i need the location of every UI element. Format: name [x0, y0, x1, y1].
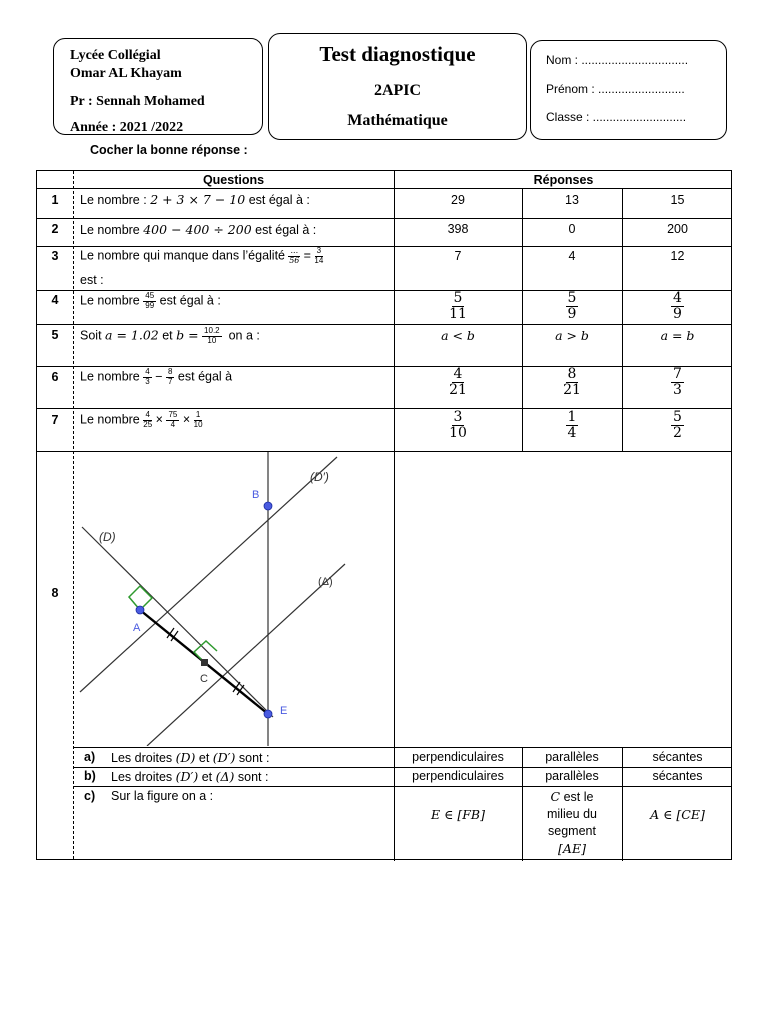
question-number: 7	[51, 413, 59, 427]
question-number: 5	[51, 328, 59, 342]
point-E	[264, 710, 272, 718]
answer-a[interactable]: 398	[447, 222, 469, 236]
answer-a[interactable]: $\frac{5}{11}$	[449, 290, 467, 323]
sub-letter: a)	[84, 750, 96, 764]
label-D: (D)	[99, 530, 116, 544]
answer-c[interactable]: sécantes	[652, 769, 703, 783]
label-D-prime: (D′)	[310, 470, 329, 484]
answer-a[interactable]: $\frac{3}{10}$	[449, 409, 467, 442]
answer-b[interactable]: 4	[568, 249, 576, 263]
answer-c[interactable]: $\frac{5}{2}$	[673, 409, 682, 442]
answer-b[interactable]: $\frac{8}{21}$	[563, 366, 581, 399]
question-text: Le nombre $\frac{4}{25}$ × $\frac{75}{4}$ × $\frac{1}{10}$	[80, 410, 203, 429]
school-info-box	[53, 38, 263, 135]
number-column-separator	[73, 171, 74, 859]
answer-c[interactable]: a = b	[660, 328, 695, 343]
answer-a[interactable]: $\frac{4}{21}$	[449, 366, 467, 399]
question-text-tail: est :	[80, 273, 104, 287]
label-E: E	[280, 705, 288, 717]
answer-b[interactable]: a > b	[555, 328, 589, 343]
question-number: 4	[51, 293, 59, 307]
label-A: A	[133, 622, 141, 634]
point-A	[136, 606, 144, 614]
geometry-figure	[77, 452, 387, 746]
line-delta	[147, 564, 345, 746]
answer-c[interactable]: $\frac{7}{3}$	[673, 366, 682, 399]
sub-letter: b)	[84, 769, 96, 783]
class-level: 2APIC	[373, 82, 422, 99]
line-D	[82, 527, 273, 717]
answer-b[interactable]: parallèles	[545, 769, 599, 783]
point-C	[201, 659, 208, 666]
question-text: Soit a = 1.02 et b = $\frac{10.2}{10}$ on a :	[80, 326, 260, 345]
answer-c[interactable]: 200	[667, 222, 688, 236]
classe-field[interactable]: Classe : ............................	[546, 110, 687, 124]
subject: Mathématique	[347, 112, 448, 129]
header-reponses: Réponses	[533, 173, 594, 187]
school-name-line1: Lycée Collégial	[70, 48, 161, 63]
answer-b[interactable]: 0	[568, 222, 576, 236]
school-name-line2: Omar AL Khayam	[70, 66, 182, 81]
title-box	[268, 33, 527, 140]
answer-a[interactable]: perpendiculaires	[412, 750, 504, 764]
answer-b[interactable]: parallèles	[545, 750, 599, 764]
question-number: 8	[51, 586, 59, 600]
instruction: Cocher la bonne réponse :	[90, 143, 248, 157]
label-B: B	[252, 489, 260, 501]
question-number: 1	[51, 193, 59, 207]
nom-field[interactable]: Nom : ................................	[546, 53, 689, 67]
sub-letter: c)	[84, 789, 96, 803]
page-title: Test diagnostique	[319, 42, 476, 66]
label-C: C	[200, 673, 208, 685]
answer-b[interactable]: 13	[565, 193, 579, 207]
answer-a[interactable]: a < b	[441, 328, 475, 343]
question-number: 3	[51, 249, 59, 263]
question-number: 6	[51, 370, 59, 384]
question-text: Les droites (D) et (D′) sont :	[111, 750, 270, 765]
question-text: Le nombre 400 − 400 ÷ 200 est égal à :	[80, 222, 317, 237]
answer-b[interactable]: $\frac{5}{9}$	[567, 290, 577, 323]
question-text: Sur la figure on a :	[111, 789, 214, 803]
teacher-name: Pr : Sennah Mohamed	[70, 94, 205, 109]
answer-c[interactable]: 15	[670, 193, 685, 207]
answer-a[interactable]: E ∈ [FB]	[431, 807, 485, 822]
header-questions: Questions	[202, 173, 265, 187]
answer-b[interactable]: C est le milieu du segment [AE]	[546, 789, 598, 856]
quiz-table	[36, 170, 732, 860]
answer-b[interactable]: $\frac{1}{4}$	[567, 409, 577, 442]
question-text: Le nombre $\frac{45}{99}$ est égal à :	[80, 291, 221, 310]
answer-a[interactable]: 29	[451, 193, 465, 207]
answer-a[interactable]: 7	[454, 249, 462, 263]
answer-a[interactable]: perpendiculaires	[412, 769, 504, 783]
label-delta: (Δ)	[318, 576, 333, 588]
question-number: 2	[51, 222, 59, 236]
line-D-prime	[80, 457, 337, 692]
student-info-box	[530, 40, 727, 140]
question-text: Le nombre $\frac{4}{3}$ − $\frac{8}{7}$ est égal à	[80, 367, 233, 386]
school-year: Année : 2021 /2022	[70, 120, 184, 135]
answer-c[interactable]: 12	[670, 249, 685, 263]
answer-c[interactable]: $\frac{4}{9}$	[673, 290, 682, 323]
question-text: Les droites (D′) et (Δ) sont :	[111, 769, 269, 784]
answer-c[interactable]: A ∈ [CE]	[650, 807, 705, 822]
question-text: Le nombre : 2 + 3 × 7 − 10 est égal à :	[80, 192, 310, 207]
answer-c[interactable]: sécantes	[652, 750, 703, 764]
prenom-field[interactable]: Prénom : ..........................	[546, 82, 685, 96]
question-text: Le nombre qui manque dans l’égalité $\frac{...}{56}$ = $\frac{3}{14}$	[80, 246, 324, 265]
point-B	[264, 502, 272, 510]
